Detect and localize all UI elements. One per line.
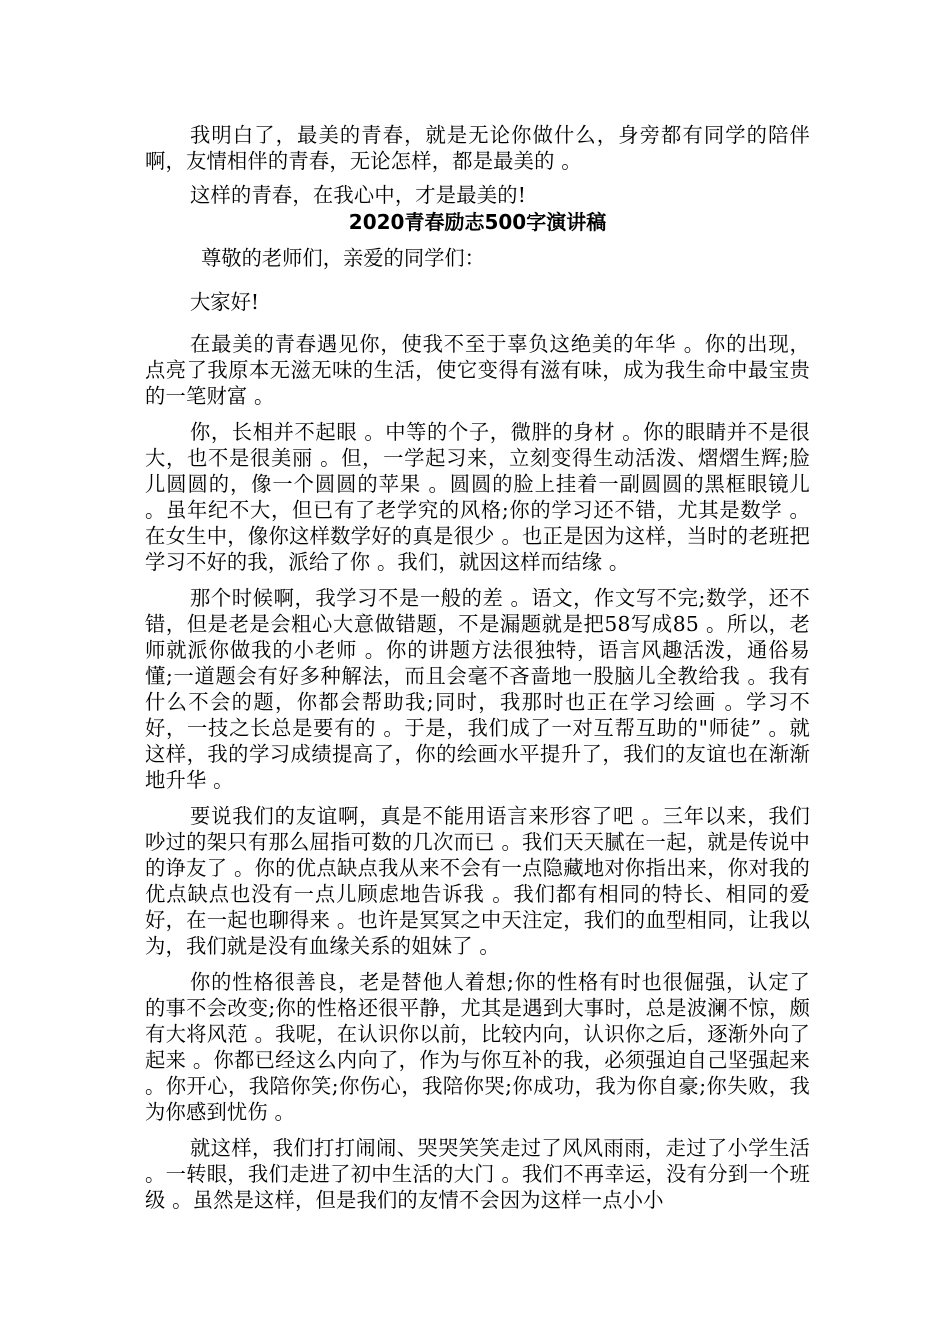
document-title: 2020青春励志500字演讲稿: [348, 210, 607, 234]
body-paragraph: 那个时候啊，我学习不是一般的差 。语文，作文写不完;数学，还不错，但是老是会粗心大意做错题，不是漏题就是把58写成85 。所以，老师就派你做我的小老师 。你的讲题方法很独特，语言风趣活泼，通俗易懂;一道题会有好多种解法，而且会毫不吝啬地一股脑儿全教给我 。我有什么不会的题，你都会帮助我;同时，我那时也正在学习绘画 。学习不好，一技之长总是要有的 。于是，我们成了一对互帮互助的"师徒” 。就这样，我的学习成绩提高了，你的绘画水平提升了，我们的友谊也在渐渐地升华 。: [145, 586, 810, 792]
salutation: 尊敬的老师们，亲爱的同学们：: [201, 246, 485, 270]
body-paragraph: 要说我们的友谊啊，真是不能用语言来形容了吧 。三年以来，我们吵过的架只有那么屈指可数的几次而已 。我们天天腻在一起，就是传说中的诤友了 。你的优点缺点我从来不会有一点隐藏地对你指出来，你对我的优点缺点也没有一点儿顾虑地告诉我 。我们都有相同的特长、相同的爱好，在一起也聊得来 。也许是冥冥之中天注定，我们的血型相同，让我以为，我们就是没有血缘关系的姐妹了 。: [145, 804, 810, 958]
body-paragraph: 你，长相并不起眼 。中等的个子，微胖的身材 。你的眼睛并不是很大，也不是很美丽 。但，一学起习来，立刻变得生动活泼、熠熠生辉;脸儿圆圆的，像一个圆圆的苹果 。圆圆的脸上挂着一副圆圆的黑框眼镜儿 。虽年纪不大，但已有了老学究的风格;你的学习还不错，尤其是数学 。在女生中，像你这样数学好的真是很少 。也正是因为这样，当时的老班把学习不好的我，派给了你 。我们，就因这样而结缘 。: [145, 420, 810, 574]
document-page: [145, 122, 810, 1223]
greeting: 大家好!: [190, 290, 259, 314]
intro-paragraph: 这样的青春，在我心中，才是最美的!: [190, 183, 527, 207]
body-paragraph: 你的性格很善良，老是替他人着想;你的性格有时也很倔强，认定了的事不会改变;你的性格还很平静，尤其是遇到大事时，总是波澜不惊，颇有大将风范 。我呢，在认识你以前，比较内向，认识你之后，逐渐外向了起来 。你都已经这么内向了，作为与你互补的我，必须强迫自己坚强起来 。你开心，我陪你笑;你伤心，我陪你哭;你成功，我为你自豪;你失败，我为你感到忧伤 。: [145, 970, 810, 1124]
body-paragraph: 在最美的青春遇见你，使我不至于辜负这绝美的年华 。你的出现，点亮了我原本无滋无味的生活，使它变得有滋有味，成为我生命中最宝贵的一笔财富 。: [145, 332, 810, 408]
body-paragraph: 就这样，我们打打闹闹、哭哭笑笑走过了风风雨雨，走过了小学生活 。一转眼，我们走进了初中生活的大门 。我们不再幸运，没有分到一个班级 。虽然是这样，但是我们的友情不会因为这样一点小小: [145, 1136, 810, 1212]
intro-paragraph: 我明白了，最美的青春，就是无论你做什么，身旁都有同学的陪伴啊，友情相伴的青春，无论怎样，都是最美的 。: [145, 123, 810, 173]
